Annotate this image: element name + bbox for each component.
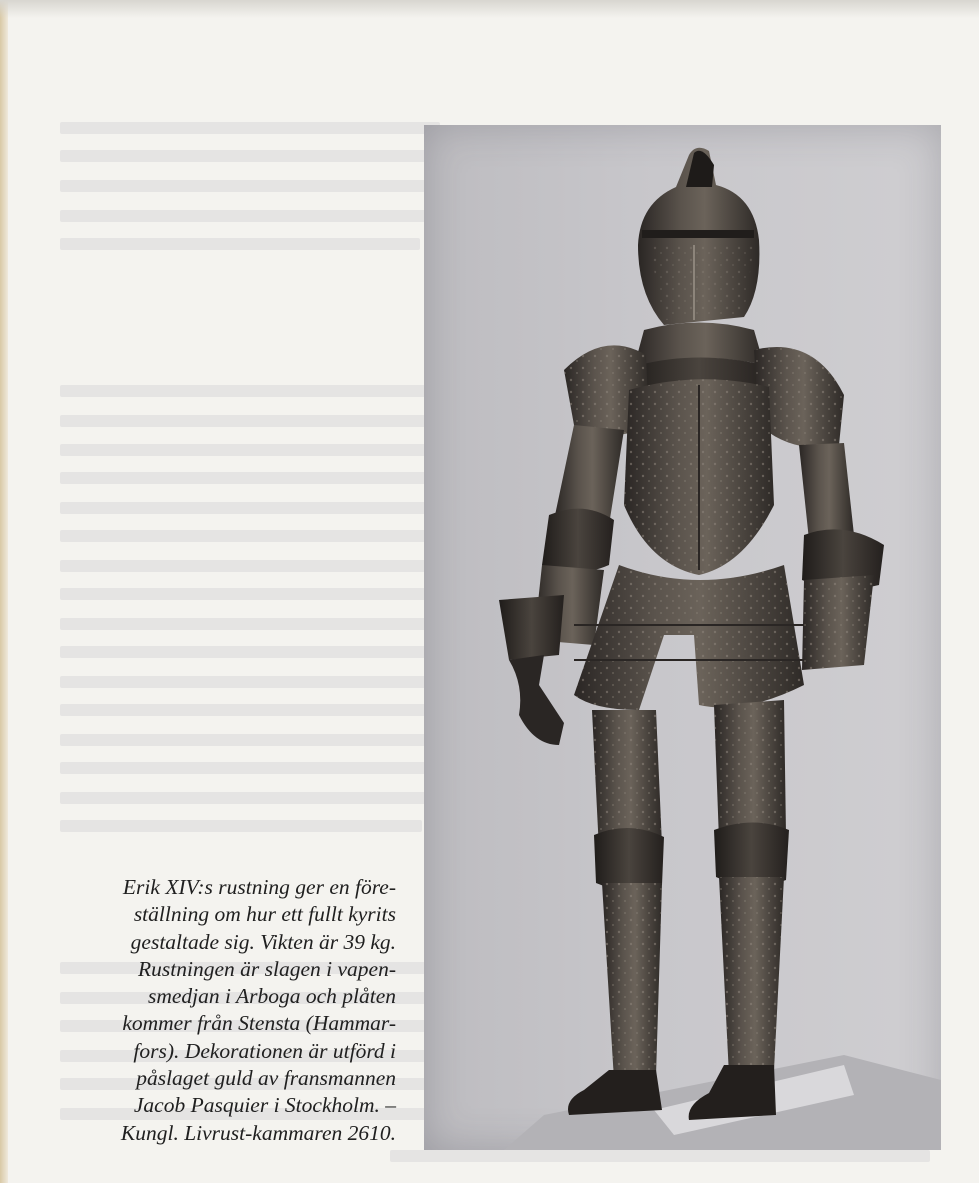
- caption-line: fors). Dekorationen är utförd i: [133, 1038, 396, 1063]
- caption-line: smedjan i Arboga och plåten: [147, 984, 396, 1009]
- armour-illustration: [424, 125, 941, 1150]
- caption-line: Jacob Pasquier i Stockholm. –: [133, 1093, 396, 1118]
- caption-line: Kungl. Livrust-kammaren 2610.: [120, 1120, 396, 1145]
- caption-line: ställning om hur ett fullt kyrits: [133, 902, 396, 927]
- caption-line: Erik XIV:s rustning ger en före-: [122, 875, 396, 899]
- scan-top-shadow: [0, 0, 979, 18]
- caption-line: Rustningen är slagen i vapen-: [138, 956, 396, 981]
- page-edge: [0, 0, 8, 1183]
- photo-caption: [50, 874, 396, 1147]
- armour-photograph: [424, 125, 941, 1150]
- caption-line: gestaltade sig. Vikten är 39 kg.: [130, 929, 396, 954]
- caption-line: påslaget guld av fransmannen: [136, 1066, 396, 1091]
- caption-line: kommer från Stensta (Hammar-: [122, 1011, 396, 1036]
